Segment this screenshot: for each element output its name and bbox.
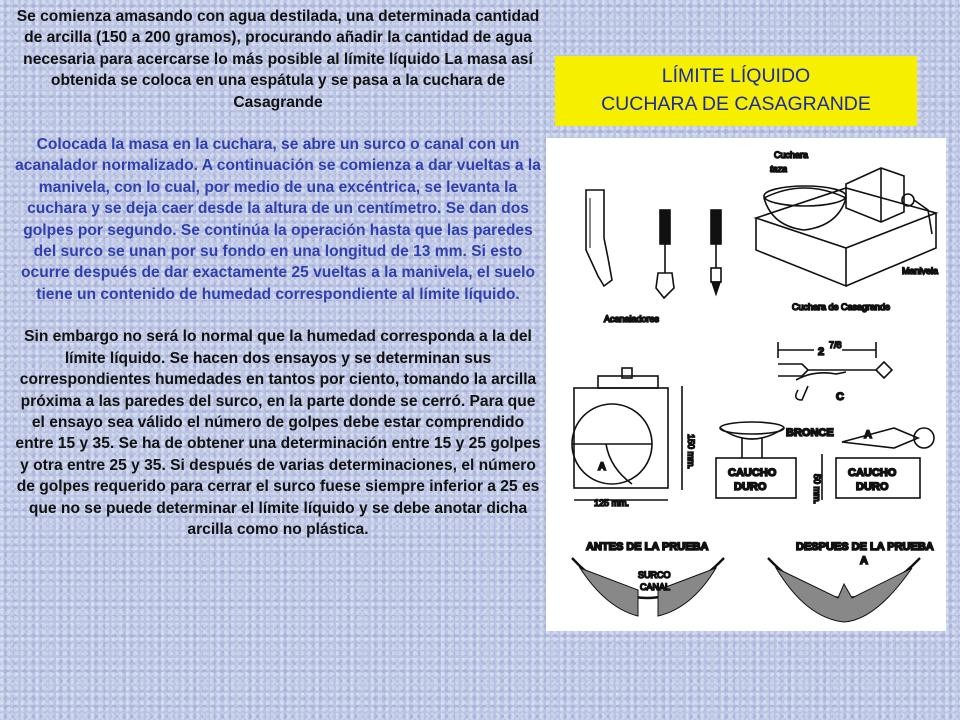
cuchara-casagrande-label: Cuchara de Casagrande xyxy=(792,302,891,312)
paragraph-determination: Sin embargo no será lo normal que la humedad corresponda a la del límite líquido. Se hacen dos ensayos y se determinan sus correspondientes humedades en tantos por ciento, tomando la arcilla próxima a las paredes del surco, en la parte donde se cerró. Para que el ensayo sea válido el número de golpes debe estar comprendido entre 15 y 35. Se ha de obtener una determinación entre 15 y 25 golpes y otra entre 25 y 35. Si después de varias determinaciones, el número de golpes requerido para cerrar el surco fuese siempre inferior a 25 es que no se puede determinar el límite líquido y se debe anotar dicha arcilla como no plástica. xyxy=(15,328,541,538)
grooving-tools-drawing xyxy=(586,190,721,298)
canal-label: CANAL xyxy=(640,582,671,592)
text-column xyxy=(12,6,544,540)
title-line-2: CUCHARA DE CASAGRANDE xyxy=(601,93,871,115)
cuchara-label: Cuchara xyxy=(774,150,809,160)
casagrande-figure xyxy=(546,138,946,631)
label-a-front: A xyxy=(864,429,872,441)
label-c: C xyxy=(836,391,844,403)
duro-label-2: DURO xyxy=(856,481,889,493)
side-view-drawing xyxy=(572,368,682,500)
dimension-125-label: 125 mm. xyxy=(594,498,630,508)
paragraph-procedure: Colocada la masa en la cuchara, se abre un surco o canal con un acanalador normalizado. A continuación se comienza a dar vueltas a la manivela, con lo cual, por medio de una excéntrica, se levanta la cuchara y se deja caer desde la altura de un centímetro. Se dan dos golpes por segundo. Se continúa la operación hasta que las paredes del surco se unan por su fondo en una longitud de 13 mm. Si esto ocurre después de dar exactamente 25 vueltas a la manivela, el suelo tiene un contenido de humedad correspondiente al límite líquido. xyxy=(15,136,541,303)
acanaladores-label: Acanaladores xyxy=(604,314,660,324)
casagrande-drawing xyxy=(546,138,946,631)
bronce-label: BRONCE xyxy=(786,427,834,439)
caucho-label-1: CAUCHO xyxy=(728,467,777,479)
paragraph-preparation: Se comienza amasando con agua destilada, una determinada cantidad de arcilla (150 a 200 gramos), procurando añadir la cantidad de agua necesaria para acercarse lo más posible al límite líquido La masa así obtenida se coloca en una espátula y se pasa a la cuchara de Casagrande xyxy=(16,8,540,111)
taza-label: taza xyxy=(770,164,788,174)
dimension-2-label: 2 xyxy=(818,346,825,358)
title-line-1: LÍMITE LÍQUIDO xyxy=(661,65,811,87)
label-a-side: A xyxy=(598,461,606,473)
surco-label: SURCO xyxy=(638,570,671,580)
caucho-label-2: CAUCHO xyxy=(848,467,897,479)
duro-label-1: DURO xyxy=(734,481,767,493)
antes-label: ANTES DE LA PRUEBA xyxy=(586,541,709,553)
despues-label: DESPUES DE LA PRUEBA xyxy=(796,541,934,553)
title-box xyxy=(555,56,917,126)
label-a-after: A xyxy=(860,555,868,567)
dimension-50-label: 50 mm. xyxy=(812,474,822,505)
dimension-fraction-label: 7/8 xyxy=(829,340,842,350)
dimension-150-label: 150 mm. xyxy=(686,434,696,470)
dimension-tool-c-drawing xyxy=(778,342,892,400)
manivela-label: Manivela xyxy=(902,266,939,276)
cup-after-drawing xyxy=(768,558,920,622)
